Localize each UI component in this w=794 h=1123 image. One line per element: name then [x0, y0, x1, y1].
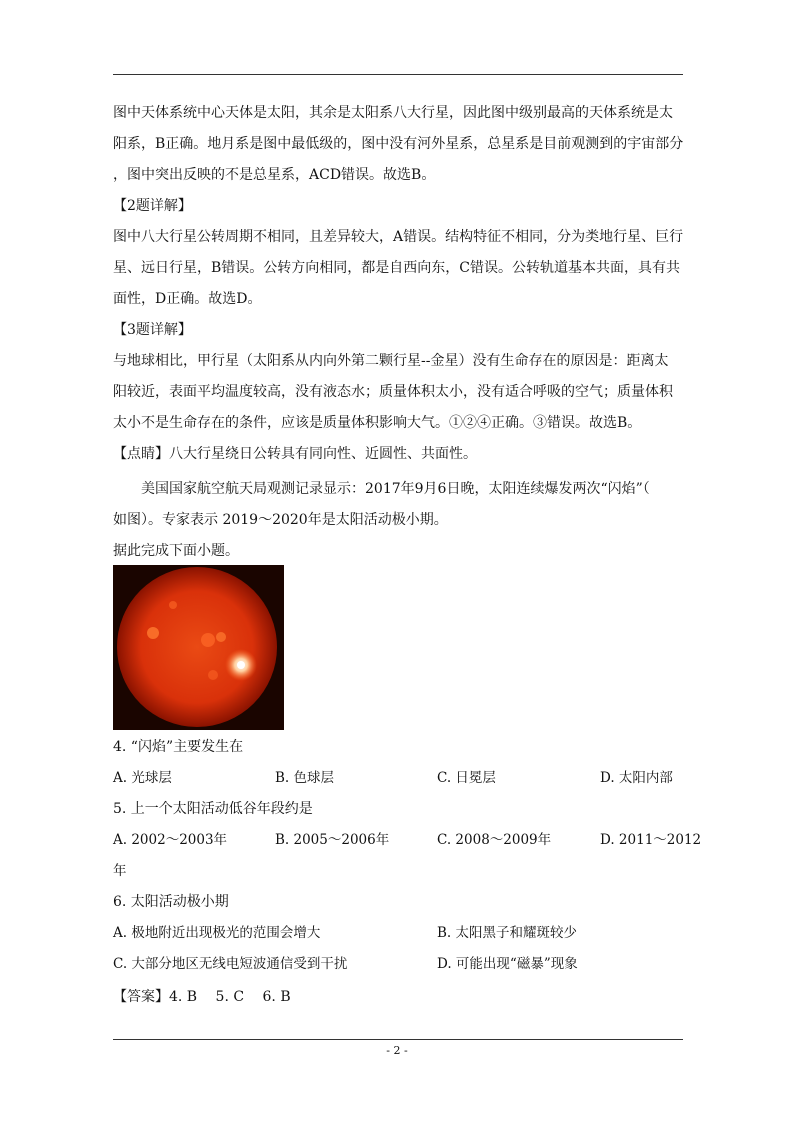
question-5-stem: 5. 上一个太阳活动低谷年段约是 [113, 801, 313, 817]
q6-option-b: B. 太阳黑子和耀斑较少 [437, 925, 578, 941]
q5-option-d-wrap: 年 [113, 863, 127, 879]
paragraph-line: 星、远日行星，B错误。公转方向相同，都是自西向东，C错误。公转轨道基本共面，具有共 [113, 260, 680, 276]
solar-flare-image [113, 565, 284, 730]
q6-option-d: D. 可能出现“磁暴”现象 [437, 956, 578, 972]
answer-line: 【答案】4. B 5. C 6. B [113, 989, 291, 1005]
section-heading-q3: 【3题详解】 [113, 322, 192, 338]
paragraph-line: 如图）。专家表示 2019～2020年是太阳活动极小期。 [113, 512, 448, 528]
q6-option-c: C. 大部分地区无线电短波通信受到干扰 [113, 956, 348, 972]
header-rule [113, 74, 683, 75]
paragraph-line: 据此完成下面小题。 [113, 543, 239, 559]
paragraph-line: 图中八大行星公转周期不相同，且差异较大，A错误。结构特征不相同，分为类地行星、巨行 [113, 229, 684, 245]
q5-option-a: A. 2002～2003年 [113, 832, 228, 848]
q4-option-b: B. 色球层 [275, 770, 335, 786]
q4-option-d: D. 太阳内部 [600, 770, 673, 786]
q5-option-c: C. 2008～2009年 [437, 832, 552, 848]
q6-option-a: A. 极地附近出现极光的范围会增大 [113, 925, 321, 941]
paragraph-line: ，图中突出反映的不是总星系，ACD错误。故选B。 [113, 167, 436, 183]
paragraph-line: 美国国家航空航天局观测记录显示：2017年9月6日晚，太阳连续爆发两次“闪焰”（ [113, 481, 650, 497]
q4-option-a: A. 光球层 [113, 770, 172, 786]
paragraph-line: 面性，D正确。故选D。 [113, 291, 262, 307]
key-point-line: 【点睛】八大行星绕日公转具有同向性、近圆性、共面性。 [113, 446, 477, 462]
paragraph-line: 阳较近，表面平均温度较高，没有液态水；质量体积太小，没有适合呼吸的空气；质量体积 [113, 384, 673, 400]
page-number: - 2 - [386, 1044, 408, 1057]
q5-option-b: B. 2005～2006年 [275, 832, 390, 848]
paragraph-line: 阳系，B正确。地月系是图中最低级的，图中没有河外星系，总星系是目前观测到的宇宙部分 [113, 136, 684, 152]
sun-illustration [113, 565, 284, 730]
paragraph-line: 图中天体系统中心天体是太阳，其余是太阳系八大行星，因此图中级别最高的天体系统是太 [113, 105, 673, 121]
section-heading-q2: 【2题详解】 [113, 198, 192, 214]
q4-option-c: C. 日冕层 [437, 770, 496, 786]
question-4-stem: 4. “闪焰”主要发生在 [113, 739, 244, 755]
question-6-stem: 6. 太阳活动极小期 [113, 894, 229, 910]
footer-rule [113, 1039, 683, 1040]
paragraph-line: 太小不是生命存在的条件，应该是质量体积影响大气。①②④正确。③错误。故选B。 [113, 415, 642, 431]
q5-option-d: D. 2011～2012 [600, 832, 702, 848]
paragraph-line: 与地球相比，甲行星（太阳系从内向外第二颗行星--金星）没有生命存在的原因是：距离太 [113, 353, 669, 369]
